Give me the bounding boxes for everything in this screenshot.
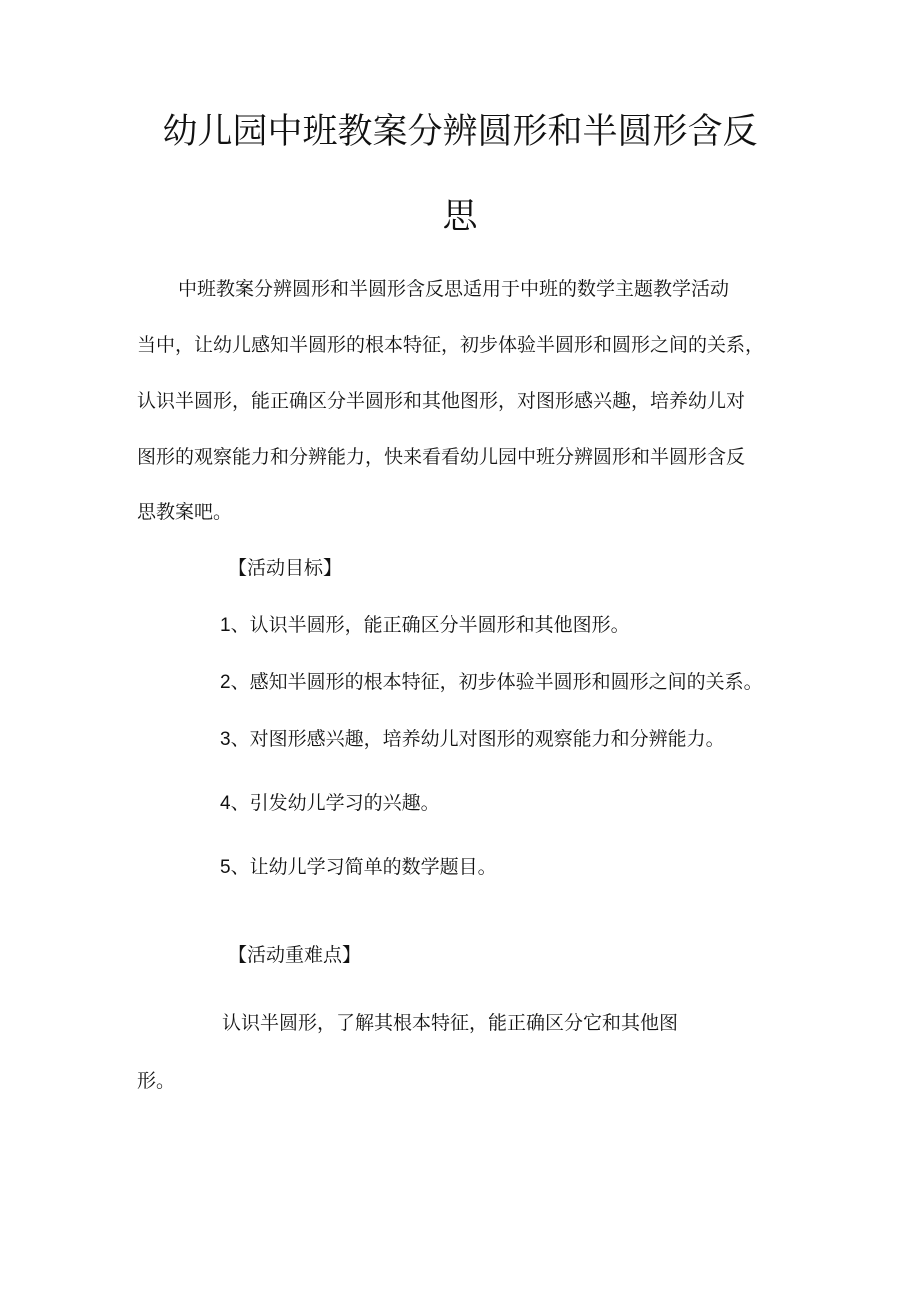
goal-number: 1 (220, 615, 231, 636)
goal-text: 、对图形感兴趣，培养幼儿对图形的观察能力和分辨能力。 (230, 728, 725, 750)
goal-text: 、引发幼儿学习的兴趣。 (230, 792, 440, 814)
difficulty-paragraph-line-1: 认识半圆形，了解其根本特征，能正确区分它和其他图 (222, 1012, 679, 1034)
goal-number: 5 (220, 857, 231, 878)
section-heading-goals: 【活动目标】 (228, 557, 343, 579)
document-title-line-2: 思 (442, 197, 478, 237)
goal-item-4 (220, 791, 440, 816)
intro-paragraph-line-2: 当中，让幼儿感知半圆形的根本特征，初步体验半圆形和圆形之间的关系， (137, 334, 765, 356)
difficulty-paragraph-line-2: 形。 (137, 1070, 176, 1092)
goal-item-3 (220, 727, 725, 752)
goal-item-1 (220, 613, 630, 638)
goal-text: 、认识半圆形，能正确区分半圆形和其他图形。 (230, 614, 630, 636)
goal-item-2 (220, 670, 763, 695)
intro-paragraph-line-5: 思教案吧。 (137, 501, 233, 523)
goal-number: 4 (220, 793, 231, 814)
intro-paragraph-line-4: 图形的观察能力和分辨能力，快来看看幼儿园中班分辨圆形和半圆形含反 (137, 446, 746, 468)
goal-text: 、感知半圆形的根本特征，初步体验半圆形和圆形之间的关系。 (230, 671, 763, 693)
document-title-line-1: 幼儿园中班教案分辨圆形和半圆形含反 (162, 112, 758, 152)
intro-paragraph-line-1: 中班教案分辨圆形和半圆形含反思适用于中班的数学主题教学活动 (178, 278, 730, 300)
goal-number: 2 (220, 672, 231, 693)
goal-number: 3 (220, 729, 231, 750)
goal-item-5 (220, 855, 497, 880)
section-heading-difficulty: 【活动重难点】 (228, 944, 362, 966)
intro-paragraph-line-3: 认识半圆形，能正确区分半圆形和其他图形，对图形感兴趣，培养幼儿对 (137, 390, 746, 412)
goal-text: 、让幼儿学习简单的数学题目。 (230, 856, 497, 878)
